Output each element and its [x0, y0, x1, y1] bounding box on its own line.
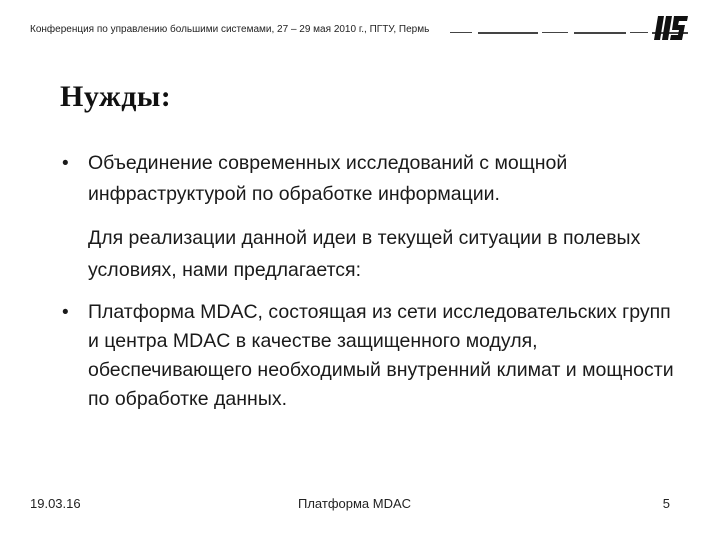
footer-title: Платформа MDAC [298, 496, 412, 511]
page-number: 5 [662, 496, 670, 511]
bullet-item [60, 298, 680, 414]
bullet-icon: • [62, 302, 69, 323]
slide-title: Нужды: [60, 80, 172, 113]
slide-header [30, 22, 690, 44]
footer-date: 19.03.16 [30, 496, 81, 511]
bullet-icon: • [62, 153, 69, 174]
body-paragraph: Для реализации данной идеи в текущей ситуации в полевых условиях, нами предлагается: [88, 227, 641, 281]
bullet-text: Объединение современных исследований с мощной инфраструктурой по обработке информации. [88, 152, 568, 205]
ils-logo-icon [652, 14, 690, 42]
bullet-text: Платформа MDAC, состоящая из сети исследовательских групп и центра MDAC в качестве защищенного модуля, обеспечивающего необходимый внутренний климат и мощности по обработке данных. [88, 301, 674, 410]
conference-caption: Конференция по управлению большими системами, 27 – 29 мая 2010 г., ПГТУ, Пермь [30, 24, 430, 35]
bullet-item [60, 148, 680, 210]
slide-body [60, 148, 680, 414]
